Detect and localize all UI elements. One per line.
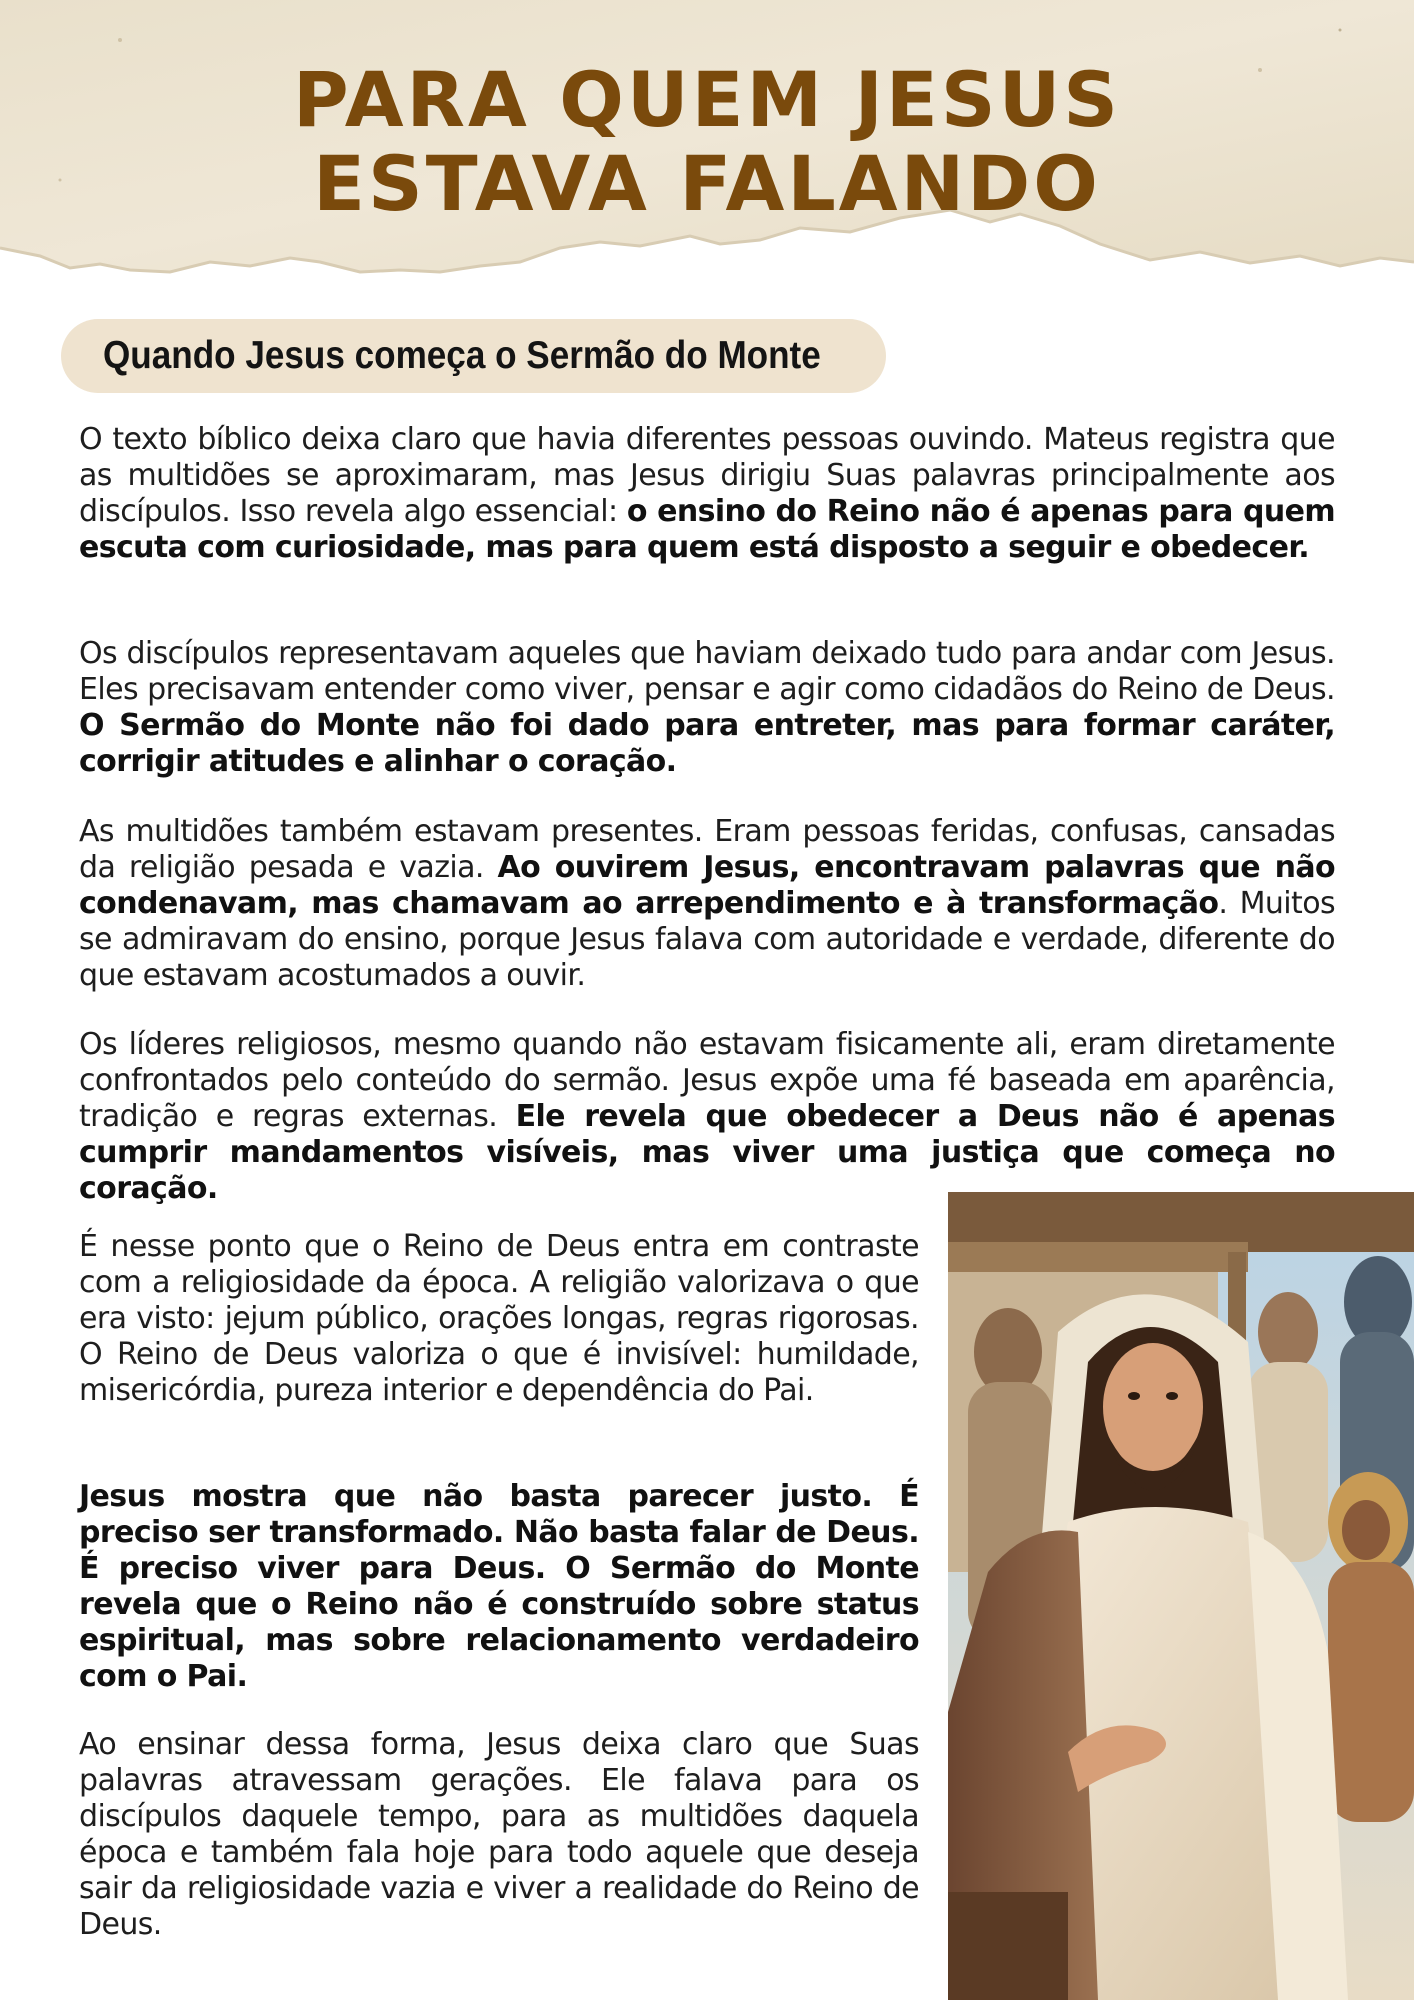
paragraph-text: Os líderes religiosos, mesmo quando não estavam fisicamente ali, eram diretamente confrontados pelo conteúdo do sermão. Jesus expõe uma fé baseada em aparência, tradição e regras externas. [79, 1027, 1335, 1134]
paragraph-text: Os discípulos representavam aqueles que haviam deixado tudo para andar com Jesus. Eles precisavam entender como viver, pensar e agir como cidadãos do Reino de Deus. [79, 636, 1335, 707]
page-title [0, 55, 1414, 228]
paragraph-1 [79, 422, 1335, 566]
paragraph-7 [79, 1727, 919, 1943]
paragraph-text: É nesse ponto que o Reino de Deus entra em contraste com a religiosidade da época. A religião valorizava o que era visto: jejum público, orações longas, regras rigorosas. O Reino de Deus valoriza o que é invisível: humildade, misericórdia, pureza interior e dependência do Pai. [79, 1229, 919, 1408]
section-heading: Quando Jesus começa o Sermão do Monte [103, 334, 821, 377]
paragraph-2 [79, 636, 1335, 780]
paragraph-text: Ao ensinar dessa forma, Jesus deixa claro que Suas palavras atravessam gerações. Ele falava para os discípulos daquele tempo, para as multidões daquela época e também fala hoje para todo aquele que deseja sair da religiosidade vazia e viver a realidade do Reino de Deus. [79, 1727, 919, 1942]
paragraph-text-after: . Muitos se admiravam do ensino, porque Jesus falava com autoridade e verdade, diferente do que estavam acostumados a ouvir. [79, 886, 1335, 993]
paragraph-5 [79, 1229, 919, 1409]
paragraph-4 [79, 1027, 1335, 1207]
section-heading-pill [61, 319, 886, 393]
paragraph-emphasis: Jesus mostra que não basta parecer justo. É preciso ser transformado. Não basta falar de Deus. É preciso viver para Deus. O Sermão do Monte revela que o Reino não é construído sobre status espiritual, mas sobre relacionamento verdadeiro com o Pai. [79, 1479, 919, 1694]
jesus-teaching-illustration [948, 1192, 1414, 2000]
page-title-line-2: ESTAVA FALANDO [313, 139, 1101, 228]
paragraph-6 [79, 1479, 919, 1695]
paragraph-3 [79, 814, 1335, 994]
page-title-line-1: PARA QUEM JESUS [292, 55, 1122, 144]
paragraph-emphasis: Ao ouvirem Jesus, encontravam palavras que não condenavam, mas chamavam ao arrependimento e à transformação [79, 850, 1336, 921]
paragraph-emphasis: Ele revela que obedecer a Deus não é apenas cumprir mandamentos visíveis, mas viver uma justiça que começa no coração. [79, 1099, 1335, 1206]
paragraph-emphasis: o ensino do Reino não é apenas para quem escuta com curiosidade, mas para quem está disposto a seguir e obedecer. [79, 494, 1335, 565]
paragraph-text: O texto bíblico deixa claro que havia diferentes pessoas ouvindo. Mateus registra que as multidões se aproximaram, mas Jesus dirigiu Suas palavras principalmente aos discípulos. Isso revela algo essencial: [79, 422, 1335, 529]
paragraph-text: As multidões também estavam presentes. Eram pessoas feridas, confusas, cansadas da religião pesada e vazia. [79, 814, 1335, 885]
paragraph-emphasis: O Sermão do Monte não foi dado para entreter, mas para formar caráter, corrigir atitudes e alinhar o coração. [79, 708, 1335, 779]
jesus-teaching-image [948, 1192, 1414, 2000]
